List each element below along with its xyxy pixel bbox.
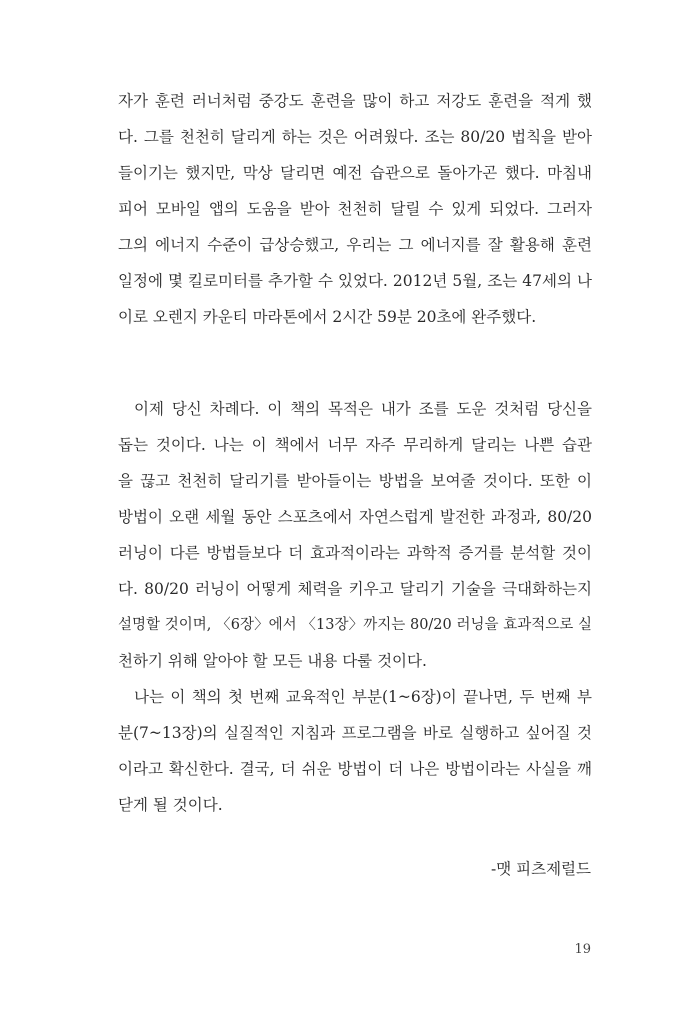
text-line: 다. 80/20 러닝이 어떻게 체력을 키우고 달리기 기술을 극대화하는지	[118, 580, 592, 598]
text-line: 나는 이 책의 첫 번째 교육적인 부분(1~6장)이 끝나면, 두 번째 부	[134, 688, 592, 706]
text-line: 돕는 것이다. 나는 이 책에서 너무 자주 무리하게 달리는 나쁜 습관	[118, 436, 592, 454]
text-line: 이로 오렌지 카운티 마라톤에서 2시간 59분 20초에 완주했다.	[118, 308, 537, 326]
text-line: 천하기 위해 알아야 할 모든 내용 다룰 것이다.	[118, 652, 427, 670]
text-line: 이라고 확신한다. 결국, 더 쉬운 방법이 더 나은 방법이라는 사실을 깨	[118, 760, 592, 778]
page-number: 19	[574, 942, 591, 957]
text-line: 그의 에너지 수준이 급상승했고, 우리는 그 에너지를 잘 활용해 훈련	[118, 236, 592, 254]
text-line: 피어 모바일 앱의 도움을 받아 천천히 달릴 수 있게 되었다. 그러자	[118, 200, 592, 218]
text-line: 이제 당신 차례다. 이 책의 목적은 내가 조를 도운 것처럼 당신을	[134, 400, 592, 418]
text-line: 설명할 것이며, 〈6장〉에서 〈13장〉까지는 80/20 러닝을 효과적으로 실	[118, 617, 592, 633]
text-line: 러닝이 다른 방법들보다 더 효과적이라는 과학적 증거를 분석할 것이	[118, 544, 592, 562]
author-signature: -맷 피츠제럴드	[490, 860, 591, 878]
text-line: 닫게 될 것이다.	[118, 796, 223, 814]
text-line: 자가 훈련 러너처럼 중강도 훈련을 많이 하고 저강도 훈련을 적게 했	[118, 92, 592, 110]
body-paragraph-2	[118, 391, 592, 823]
body-paragraph-1	[118, 83, 592, 335]
text-line: 들이기는 했지만, 막상 달리면 예전 습관으로 돌아가곤 했다. 마침내	[118, 164, 592, 182]
text-line: 을 끊고 천천히 달리기를 받아들이는 방법을 보여줄 것이다. 또한 이	[118, 472, 592, 490]
text-line: 방법이 오랜 세월 동안 스포츠에서 자연스럽게 발전한 과정과, 80/20	[118, 508, 592, 526]
text-line: 다. 그를 천천히 달리게 하는 것은 어려웠다. 조는 80/20 법칙을 받아	[118, 128, 592, 146]
text-line: 일정에 몇 킬로미터를 추가할 수 있었다. 2012년 5월, 조는 47세의 나	[118, 272, 592, 290]
text-line: 분(7~13장)의 실질적인 지침과 프로그램을 바로 실행하고 싶어질 것	[118, 724, 592, 742]
